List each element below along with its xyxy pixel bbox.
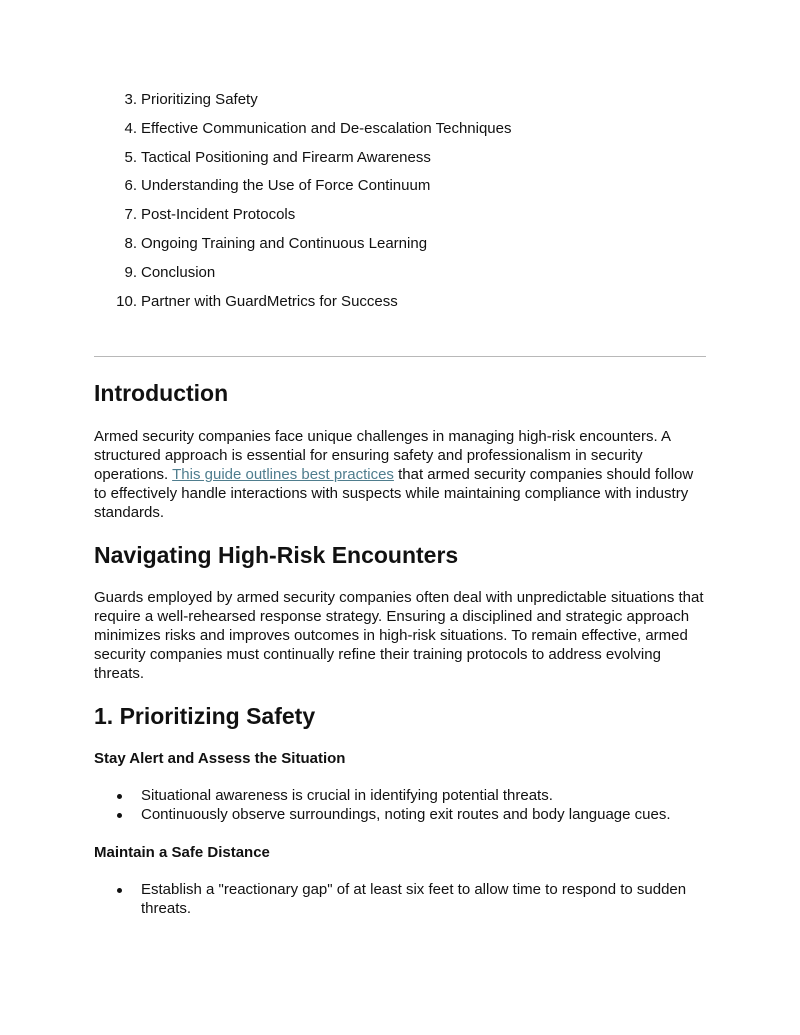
stay-alert-subheading: Stay Alert and Assess the Situation [94,750,346,767]
toc-item [94,234,706,254]
toc-number: 10. [116,292,137,310]
toc-label: Prioritizing Safety [141,91,258,108]
toc-number: 8. [124,234,137,252]
toc-label: Understanding the Use of Force Continuum [141,177,431,195]
toc-label: Effective Communication and De-escalation Techniques [141,119,512,137]
list-item [94,805,706,824]
introduction-paragraph [94,427,706,522]
section-divider [94,356,706,357]
toc-number: 7. [124,206,137,224]
toc-label: Conclusion [141,263,216,281]
toc-label: Partner with GuardMetrics for Success [141,292,398,310]
list-item [94,880,706,918]
bullet-icon [117,794,122,799]
table-of-contents [94,90,706,312]
stay-alert-list [94,786,706,824]
toc-label: Tactical Positioning and Firearm Awareness [141,148,431,166]
toc-number: 6. [124,177,137,195]
introduction-text-end: that armed security companies should follow to effectively handle interactions with suspects while maintaining compliance with industry standards. [94,466,694,521]
list-item-text: Continuously observe surroundings, noting exit routes and body language cues. [141,806,671,823]
toc-item [94,176,706,196]
toc-item [94,119,706,139]
toc-item [94,263,706,283]
list-item-text: Situational awareness is crucial in identifying potential threats. [141,787,553,804]
toc-number: 5. [124,148,137,166]
toc-label: Post-Incident Protocols [141,206,296,224]
list-item-text: Establish a "reactionary gap" of at least six feet to allow time to respond to sudden threats. [141,881,687,917]
toc-item [94,148,706,168]
bullet-icon [117,888,122,893]
toc-number: 9. [124,263,137,281]
best-practices-link[interactable]: This guide outlines best practices [172,466,394,483]
bullet-icon [117,813,122,818]
navigating-heading: Navigating High-Risk Encounters [94,542,459,568]
toc-number: 3. [124,91,137,108]
safe-distance-subheading: Maintain a Safe Distance [94,844,270,861]
toc-item [94,90,706,110]
toc-item [94,205,706,225]
safety-heading: 1. Prioritizing Safety [94,703,316,729]
list-item [94,786,706,805]
introduction-heading: Introduction [94,380,229,406]
document-page [94,90,706,917]
toc-number: 4. [124,119,137,137]
introduction-text-start: Armed security companies face unique challenges in managing high-risk encounters. A structured approach is essential for ensuring safety and professionalism in security operations. [94,428,671,483]
toc-label: Ongoing Training and Continuous Learning [141,234,428,252]
toc-item [94,292,706,312]
safe-distance-list [94,880,706,918]
navigating-paragraph: Guards employed by armed security companies often deal with unpredictable situations that require a well-rehearsed response strategy. Ensuring a disciplined and strategic approach minimizes risks and improves outcomes in high-risk situations. To remain effective, armed security companies must continually refine their training protocols to address evolving threats. [94,589,704,682]
